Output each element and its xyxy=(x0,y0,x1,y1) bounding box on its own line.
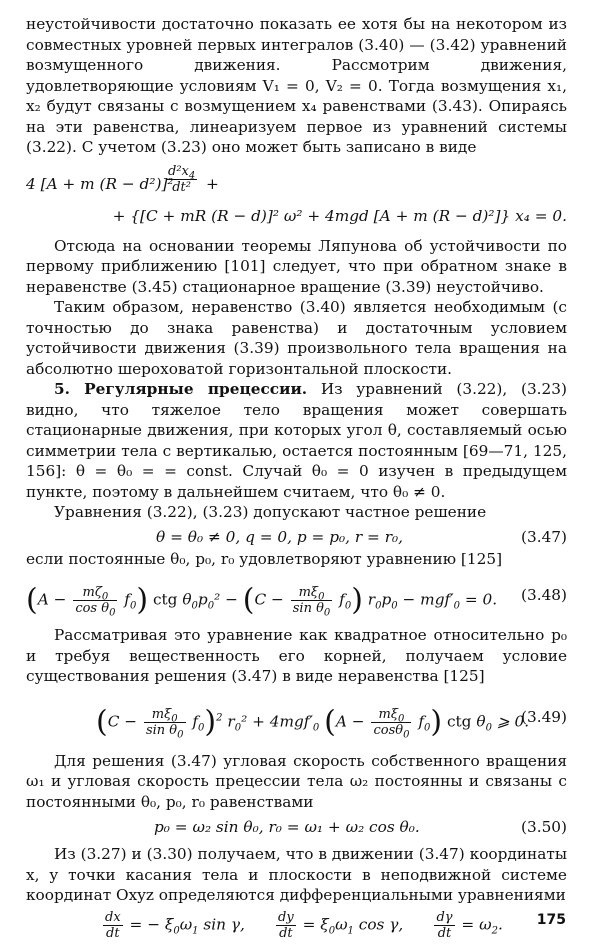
paragraph-3: Таким образом, неравенство (3.40) является необходимым (с точностью до знака равенства) и достаточным условием устойчивости движения (3.39) произвольного тела вращения на абсолютно шероховатой горизонтальной плоскости. xyxy=(26,298,567,378)
paragraph-4-text: Из уравнений (3.22), (3.23) видно, что тяжелое тело вращения может совершать стационарные движения, при которых угол θ, составляемый осью симметрии тела с вертикалью, остается постоянным [69—71, 125, 156]: θ = θ₀ = = const. Случай θ₀ = 0 изучен в предыдущем пункте, поэтому в дальнейшем считаем, что θ₀ ≠ 0. xyxy=(26,380,567,501)
paragraph-8: Для решения (3.47) угловая скорость собственного вращения ω₁ и угловая скорость прецессии тела ω₂ постоянны и связаны с постоянными θ₀, p₀, r₀ равенствами xyxy=(26,751,567,811)
equation-number-3-47: (3.47) xyxy=(521,527,567,546)
equation-linearized-plus: + xyxy=(206,174,219,193)
equation-number-3-50: (3.50) xyxy=(521,818,567,836)
equation-linearized: 4 [A + m (R − d²)]² $\frac{d^2x_4}{\text{dt²}}$ + xyxy=(26,163,219,195)
section-heading: 5. Регулярные прецессии. xyxy=(54,380,308,398)
equation-3-48: (A − $\frac{m\zeta_0}{\cos \theta_0}$ $f_0$) ctg $\theta_0p_0^2 - (C$ − $\frac{m\xi_0}{\sin \theta_0}$ $f_0$) $r_0p_0 - mgf'_0 = 0$. (3.48) xyxy=(26,582,567,619)
paragraph-1: неустойчивости достаточно показать ее хотя бы на некотором из совместных уровней первых интегралов (3.40) — (3.42) уравнений возмущенного движения. Рассмотрим движения, удовлетворяющие условиям V₁ = 0, V₂ = 0. Тогда возмущения x₁, x₂ будут связаны с возмущением x₄ равенствами (3.43). Опираясь на эти равенства, линеаризуем первое из уравнений системы (3.22). С учетом (3.23) оно может быть записано в виде xyxy=(26,15,567,156)
equation-linearized-line2: + {[C + mR (R − d)]² ω² + 4mgd [A + m (R − d)²]} x₄ = 0. xyxy=(112,206,567,225)
paragraph-2: Отсюда на основании теоремы Ляпунова об устойчивости по первому приближению [101] следует, что при обратном знаке в неравенстве (3.45) стационарное вращение (3.39) неустойчиво. xyxy=(26,236,567,296)
paragraph-7: Рассматривая это уравнение как квадратное относительно p₀ и требуя вещественность его корней, получаем условие существования решения (3.47) в виде неравенства [125] xyxy=(26,626,567,685)
page-body xyxy=(26,14,567,946)
page-number: 175 xyxy=(536,912,566,928)
equation-number-3-49: (3.49) xyxy=(521,707,567,726)
paragraph-4 xyxy=(26,379,567,502)
equation-differential: $\frac{dx}{dt}$ = − $\xi_0\omega_1$ sin γ, $\frac{dy}{dt}$ = $\xi_0\omega_1$ cos γ, $\frac{d\gamma}{dt}$ = $\omega_2$. xyxy=(105,909,503,941)
equation-3-49: (C − $\frac{m\xi_0}{\sin \theta_0}$ $f_0)^2$ $r_0^2 + 4mgf'_0$ (A − $\frac{m\xi_0}{\cos\theta_0}$ $f_0$) ctg $\theta_0$ ⩾ 0. (3.49) xyxy=(96,704,567,741)
paragraph-5: Уравнения (3.22), (3.23) допускают частное решение xyxy=(54,503,487,521)
paragraph-9: Из (3.27) и (3.30) получаем, что в движении (3.47) координаты x, y точки касания тела и плоскости в неподвижной системе координат Oxyz определяются дифференциальными уравнениями xyxy=(26,845,567,904)
equation-number-3-48: (3.48) xyxy=(521,586,567,604)
paragraph-6: если постоянные θ₀, p₀, r₀ удовлетворяют уравнению [125] xyxy=(26,549,503,568)
equation-3-47: θ = θ₀ ≠ 0, q = 0, p = p₀, r = r₀, (3.47) xyxy=(156,527,567,546)
equation-3-50: p₀ = ω₂ sin θ₀, r₀ = ω₁ + ω₂ cos θ₀. (3.50) xyxy=(154,818,567,836)
